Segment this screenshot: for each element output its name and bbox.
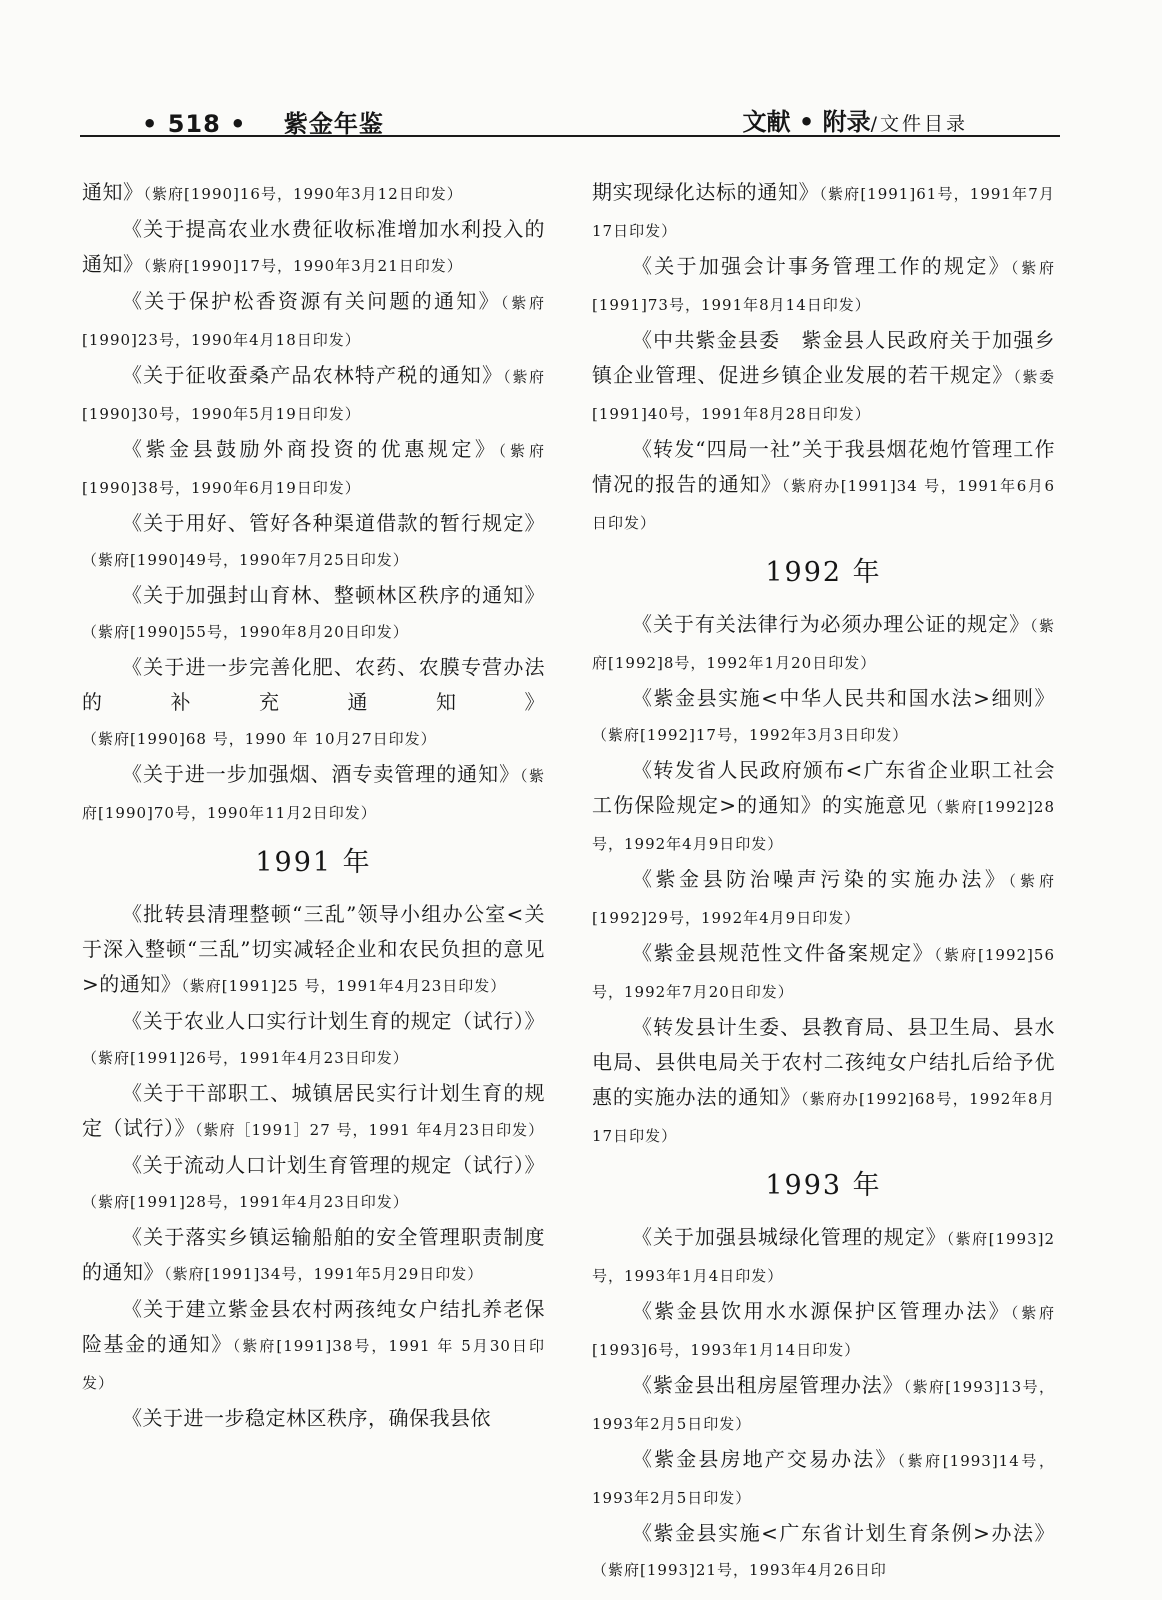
document-reference: （紫府[1993]14号，1993年2月5日印发）: [592, 1452, 1056, 1507]
document-title: 《关于进一步加强烟、酒专卖管理的通知》: [122, 762, 521, 786]
document-title: 《关于建立紫金县农村两孩纯女户结扎养老保险基金的通知》: [82, 1297, 545, 1356]
document-title: 期实现绿化达标的通知》: [592, 180, 820, 204]
document-reference: （紫府[1990]68 号，1990 年 10月27日印发）: [82, 730, 437, 748]
document-title: 《关于落实乡镇运输船舶的安全管理职责制度的通知》: [82, 1225, 545, 1284]
left-column: [82, 175, 545, 1438]
document-reference: （紫府[1993]13号，1993年2月5日印发）: [592, 1378, 1055, 1433]
document-reference: （紫府[1990]17号，1990年3月21日印发）: [143, 257, 463, 275]
header-left: [142, 104, 384, 139]
document-reference: （紫府[1992]56号，1992年7月20日印发）: [592, 946, 1056, 1001]
document-title: 《关于有关法律行为必须办理公证的规定》: [632, 612, 1031, 636]
document-entry: [592, 681, 1055, 753]
document-title: 《紫金县规范性文件备案规定》: [632, 941, 935, 965]
document-entry: [592, 936, 1055, 1010]
subsection-title: /文件目录: [870, 113, 968, 135]
year-heading: 1991 年: [255, 847, 372, 878]
document-title: 《关于进一步完善化肥、农药、农膜专营办法的补充通知》: [82, 655, 545, 714]
document-entry: [82, 506, 545, 578]
document-reference: （紫府[1991]26号，1991年4月23日印发）: [82, 1049, 409, 1067]
document-reference: （紫府[1990]30号，1990年5月19日印发）: [82, 368, 545, 423]
document-entry: [82, 432, 545, 506]
document-entry: [82, 1004, 545, 1076]
document-title: 《转发县计生委、县教育局、县卫生局、县水电局、县供电局关于农村二孩纯女户结扎后给予优惠的实施办法的通知》: [592, 1015, 1055, 1109]
document-entry: [82, 1220, 545, 1292]
document-entry: [592, 432, 1055, 541]
document-reference: （紫府[1991]25 号，1991年4月23日印发）: [181, 977, 507, 995]
document-entry: [82, 1292, 545, 1401]
document-entry: [592, 753, 1055, 862]
document-entry: [82, 650, 545, 757]
book-title: 紫金年鉴: [283, 110, 384, 138]
document-title: 《紫金县房地产交易办法》: [632, 1447, 898, 1471]
document-reference: （紫府[1993]2号，1993年1月4日印发）: [592, 1230, 1056, 1285]
document-reference: （紫府[1990]70号，1990年11月2日印发）: [82, 767, 545, 822]
document-reference: （紫府[1991]28号，1991年4月23日印发）: [82, 1193, 409, 1211]
document-title: 《中共紫金县委 紫金县人民政府关于加强乡镇企业管理、促进乡镇企业发展的若干规定》: [592, 328, 1055, 387]
document-reference: （紫府[1991]38号，1991 年 5月30日印发）: [82, 1337, 546, 1392]
document-entry: [82, 578, 545, 650]
document-entry: [592, 249, 1055, 323]
document-title: 《关于干部职工、城镇居民实行计划生育的规定（试行）》: [82, 1081, 545, 1140]
document-reference: （紫府[1992]29号，1992年4月9日印发）: [592, 872, 1055, 927]
document-reference: （紫府[1990]49号，1990年7月25日印发）: [82, 551, 409, 569]
document-title: 《批转县清理整顿“三乱”领导小组办公室<关于深入整顿“三乱”切实减轻企业和农民负担的意见>的通知》: [82, 902, 545, 996]
document-title: 《紫金县饮用水水源保护区管理办法》: [632, 1299, 1011, 1323]
document-entry: [592, 1220, 1055, 1294]
document-entry: [82, 358, 545, 432]
document-title: 《紫金县实施<中华人民共和国水法>细则》: [632, 686, 1055, 710]
header-right: [743, 102, 968, 137]
document-reference: （紫府[1990]38号，1990年6月19日印发）: [82, 442, 545, 497]
document-title: 《关于加强封山育林、整顿林区秩序的通知》: [122, 583, 545, 607]
document-reference: （紫府[1990]23号，1990年4月18日印发）: [82, 294, 545, 349]
document-title: 《转发省人民政府颁布<广东省企业职工社会工伤保险规定>的通知》的实施意见: [592, 758, 1055, 817]
document-title: 《紫金县鼓励外商投资的优惠规定》: [122, 437, 499, 461]
header-rule: [80, 135, 1060, 137]
document-entry: [592, 323, 1055, 432]
section-title: 文献 • 附录: [742, 108, 871, 136]
document-title: 《紫金县实施<广东省计划生育条例>办法》: [632, 1521, 1055, 1545]
document-title: 《转发“四局一社”关于我县烟花炮竹管理工作情况的报告的通知》: [592, 437, 1055, 496]
document-entry: [82, 1148, 545, 1220]
year-heading: 1993 年: [765, 1170, 882, 1201]
document-reference: （紫府[1991]34号，1991年5月29日印发）: [164, 1265, 484, 1283]
document-reference: （紫府[1992]8号，1992年1月20日印发）: [592, 617, 1055, 672]
document-entry: [592, 607, 1055, 681]
document-reference: （紫府[1991]61号，1991年7月17日印发）: [592, 185, 1056, 240]
document-entry: [82, 1401, 545, 1438]
document-entry: [82, 175, 545, 212]
page-header: [80, 100, 1060, 140]
document-reference: （紫府[1991]73号，1991年8月14日印发）: [592, 259, 1055, 314]
right-column: [592, 175, 1055, 1588]
document-entry: [82, 897, 545, 1004]
document-title: 《关于保护松香资源有关问题的通知》: [122, 289, 501, 313]
document-title: 《关于加强会计事务管理工作的规定》: [632, 254, 1011, 278]
document-entry: [592, 175, 1055, 249]
document-reference: （紫府[1990]16号，1990年3月12日印发）: [143, 185, 463, 203]
page-number: • 518 •: [142, 110, 247, 138]
document-entry: [82, 1076, 545, 1148]
document-entry: [592, 1442, 1055, 1516]
document-entry: [82, 212, 545, 284]
document-reference: （紫府［1991］27 号，1991 年4月23日印发）: [195, 1121, 545, 1139]
document-title: 《紫金县防治噪声污染的实施办法》: [632, 867, 1009, 891]
document-reference: （紫府[1993]6号，1993年1月14日印发）: [592, 1304, 1055, 1359]
document-title: 《关于提高农业水费征收标准增加水利投入的通知》: [82, 217, 545, 276]
document-title: 《关于农业人口实行计划生育的规定（试行）》: [122, 1009, 545, 1033]
document-title: 《关于流动人口计划生育管理的规定（试行）》: [122, 1153, 545, 1177]
document-title: 《紫金县出租房屋管理办法》: [632, 1373, 904, 1397]
document-reference: （紫府办[1991]34 号，1991年6月6日印发）: [592, 477, 1056, 532]
document-entry: [82, 284, 545, 358]
document-entry: [592, 1294, 1055, 1368]
document-reference: （紫府[1993]21号，1993年4月26日印: [592, 1561, 887, 1579]
document-title: 《关于进一步稳定林区秩序，确保我县依: [122, 1406, 491, 1430]
document-entry: [82, 757, 545, 831]
document-title: 《关于用好、管好各种渠道借款的暂行规定》: [122, 511, 545, 535]
document-reference: （紫府[1992]28号，1992年4月9日印发）: [592, 798, 1055, 853]
document-title: 《关于征收蚕桑产品农林特产税的通知》: [122, 363, 504, 387]
document-entry: [592, 1368, 1055, 1442]
year-heading: 1992 年: [765, 557, 882, 588]
document-reference: （紫府办[1992]68号，1992年8月17日印发）: [592, 1090, 1055, 1145]
document-reference: （紫委[1991]40号，1991年8月28日印发）: [592, 368, 1055, 423]
document-title: 通知》: [82, 180, 144, 204]
document-entry: [592, 1516, 1055, 1588]
document-reference: （紫府[1992]17号，1992年3月3日印发）: [592, 726, 909, 744]
document-title: 《关于加强县城绿化管理的规定》: [632, 1225, 947, 1249]
document-reference: （紫府[1990]55号，1990年8月20日印发）: [82, 623, 409, 641]
document-entry: [592, 1010, 1055, 1154]
document-entry: [592, 862, 1055, 936]
